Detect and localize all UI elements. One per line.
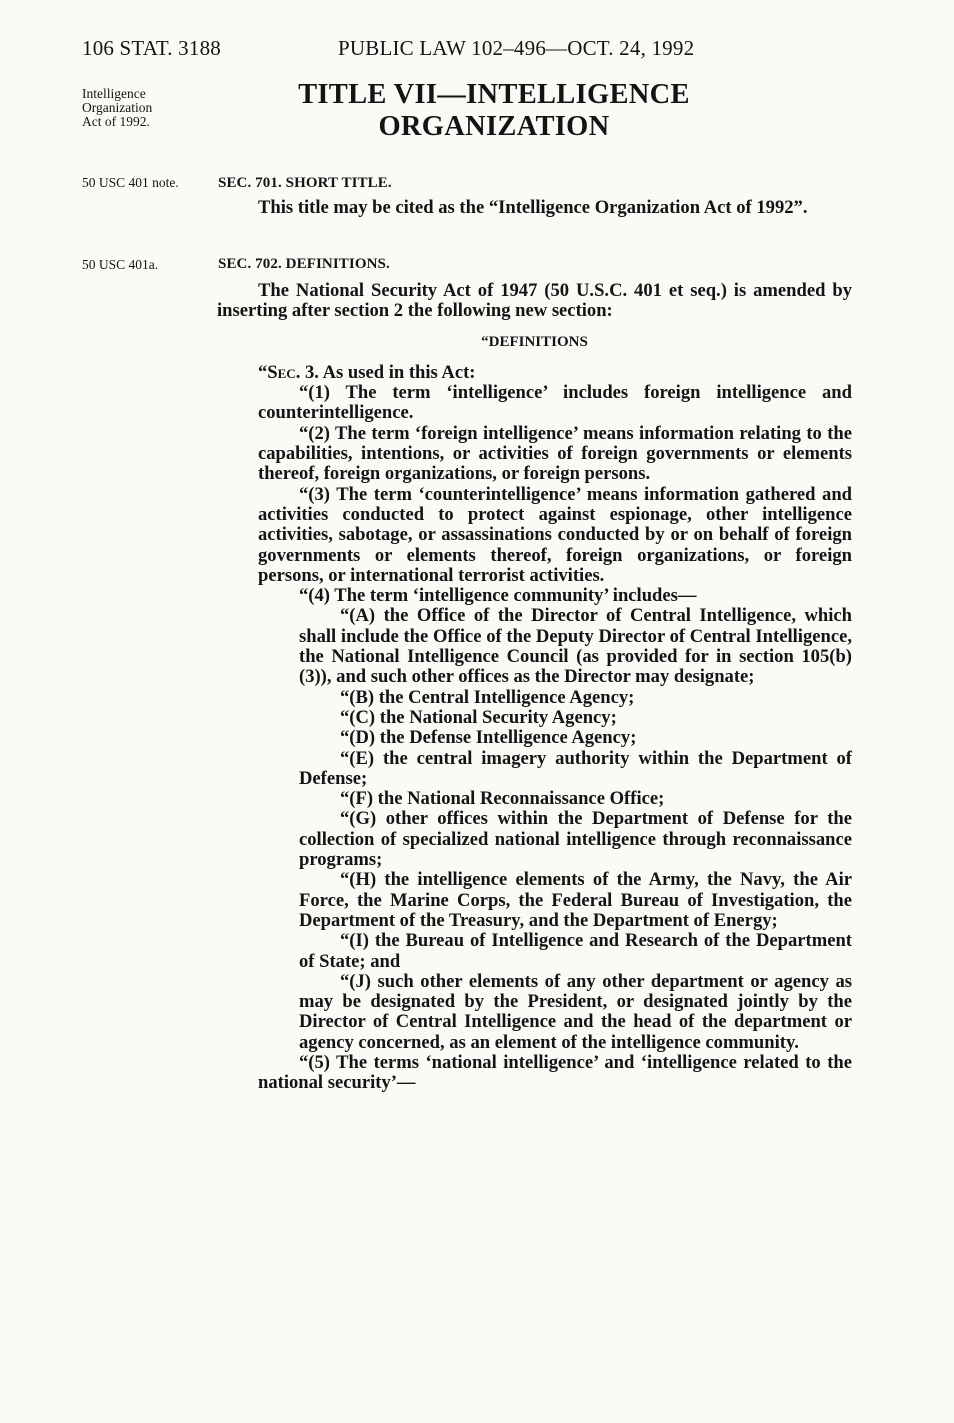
definition-4: “(4) The term ‘intelligence community’ includes—	[299, 585, 697, 607]
definition-5: “(5) The terms ‘national intelligence’ and ‘intelligence related to the national security’—	[258, 1051, 852, 1094]
definition-4-item-c: “(C) the National Security Agency;	[340, 706, 617, 728]
definition-3: “(3) The term ‘counterintelligence’ means information gathered and activities conducted to protect against espionage, other intelligence activities, sabotage, or assassinations conducted by or on behalf of foreign governments or elements thereof, foreign organizations, or foreign persons, or international terrorist activities.	[258, 483, 852, 586]
margin-note-line: Organization	[82, 100, 153, 115]
margin-note-sec702: 50 USC 401a.	[82, 257, 159, 272]
definition-1: “(1) The term ‘intelligence’ includes foreign intelligence and counterintelligence.	[258, 382, 852, 424]
page-reference: 106 STAT. 3188	[82, 36, 221, 60]
definitions-list	[217, 383, 852, 1093]
margin-note-sec701: 50 USC 401 note.	[82, 175, 179, 190]
margin-note-line: Intelligence	[82, 86, 146, 101]
definition-4-item-e: “(E) the central imagery authority within the Department of Defense;	[299, 747, 852, 789]
definition-4-item-j: “(J) such other elements of any other department or agency as may be designated by the President, or designated jointly by the Director of Central Intelligence and the head of the department or agency concerned, as an element of the intelligence community.	[299, 970, 852, 1053]
sec702-body	[217, 281, 852, 1094]
sec3-prefix: “Sec.	[258, 361, 301, 383]
title-line-2: ORGANIZATION	[378, 111, 610, 142]
definitions-caption: “DEFINITIONS	[481, 333, 588, 350]
sec3-text: 3. As used in this Act:	[300, 361, 476, 383]
definition-4-item-f: “(F) the National Reconnaissance Office;	[340, 788, 665, 810]
margin-note-title	[82, 87, 152, 129]
definition-4-item-h: “(H) the intelligence elements of the Army, the Navy, the Air Force, the Marine Corps, the Federal Bureau of Investigation, the Department of the Treasury, and the Department of Energy;	[299, 869, 852, 931]
sec702-intro: The National Security Act of 1947 (50 U.S.C. 401 et seq.) is amended by inserting after section 2 the following new section:	[217, 280, 852, 322]
law-reference: PUBLIC LAW 102–496—OCT. 24, 1992	[338, 36, 695, 60]
sec3-lead	[217, 363, 852, 383]
sec701-text: This title may be cited as the “Intelligence Organization Act of 1992”.	[258, 197, 808, 218]
definition-4-item-g: “(G) other offices within the Department of Defense for the collection of specialized national intelligence through reconnaissance programs;	[299, 808, 852, 871]
sec701-body	[258, 198, 852, 218]
title-line-1: TITLE VII—INTELLIGENCE	[298, 79, 690, 110]
definition-4-item-b: “(B) the Central Intelligence Agency;	[340, 686, 635, 708]
margin-note-line: Act of 1992.	[82, 114, 150, 129]
definition-4-items	[258, 606, 852, 1053]
definition-4-item-a: “(A) the Office of the Director of Central Intelligence, which shall include the Office of the Deputy Director of Central Intelligence, the National Intelligence Council (as provided for in section 105(b)(3)), and such other offices as the Director may designate;	[299, 605, 852, 688]
title-heading	[250, 79, 738, 143]
sec701-heading: SEC. 701. SHORT TITLE.	[218, 175, 392, 191]
definition-4-item-i: “(I) the Bureau of Intelligence and Research of the Department of State; and	[299, 930, 852, 972]
definition-4-item-d: “(D) the Defense Intelligence Agency;	[340, 727, 637, 749]
sec702-heading: SEC. 702. DEFINITIONS.	[218, 256, 390, 272]
definition-2: “(2) The term ‘foreign intelligence’ means information relating to the capabilities, intentions, or activities of foreign governments or elements thereof, foreign organizations, or foreign persons.	[258, 422, 852, 485]
